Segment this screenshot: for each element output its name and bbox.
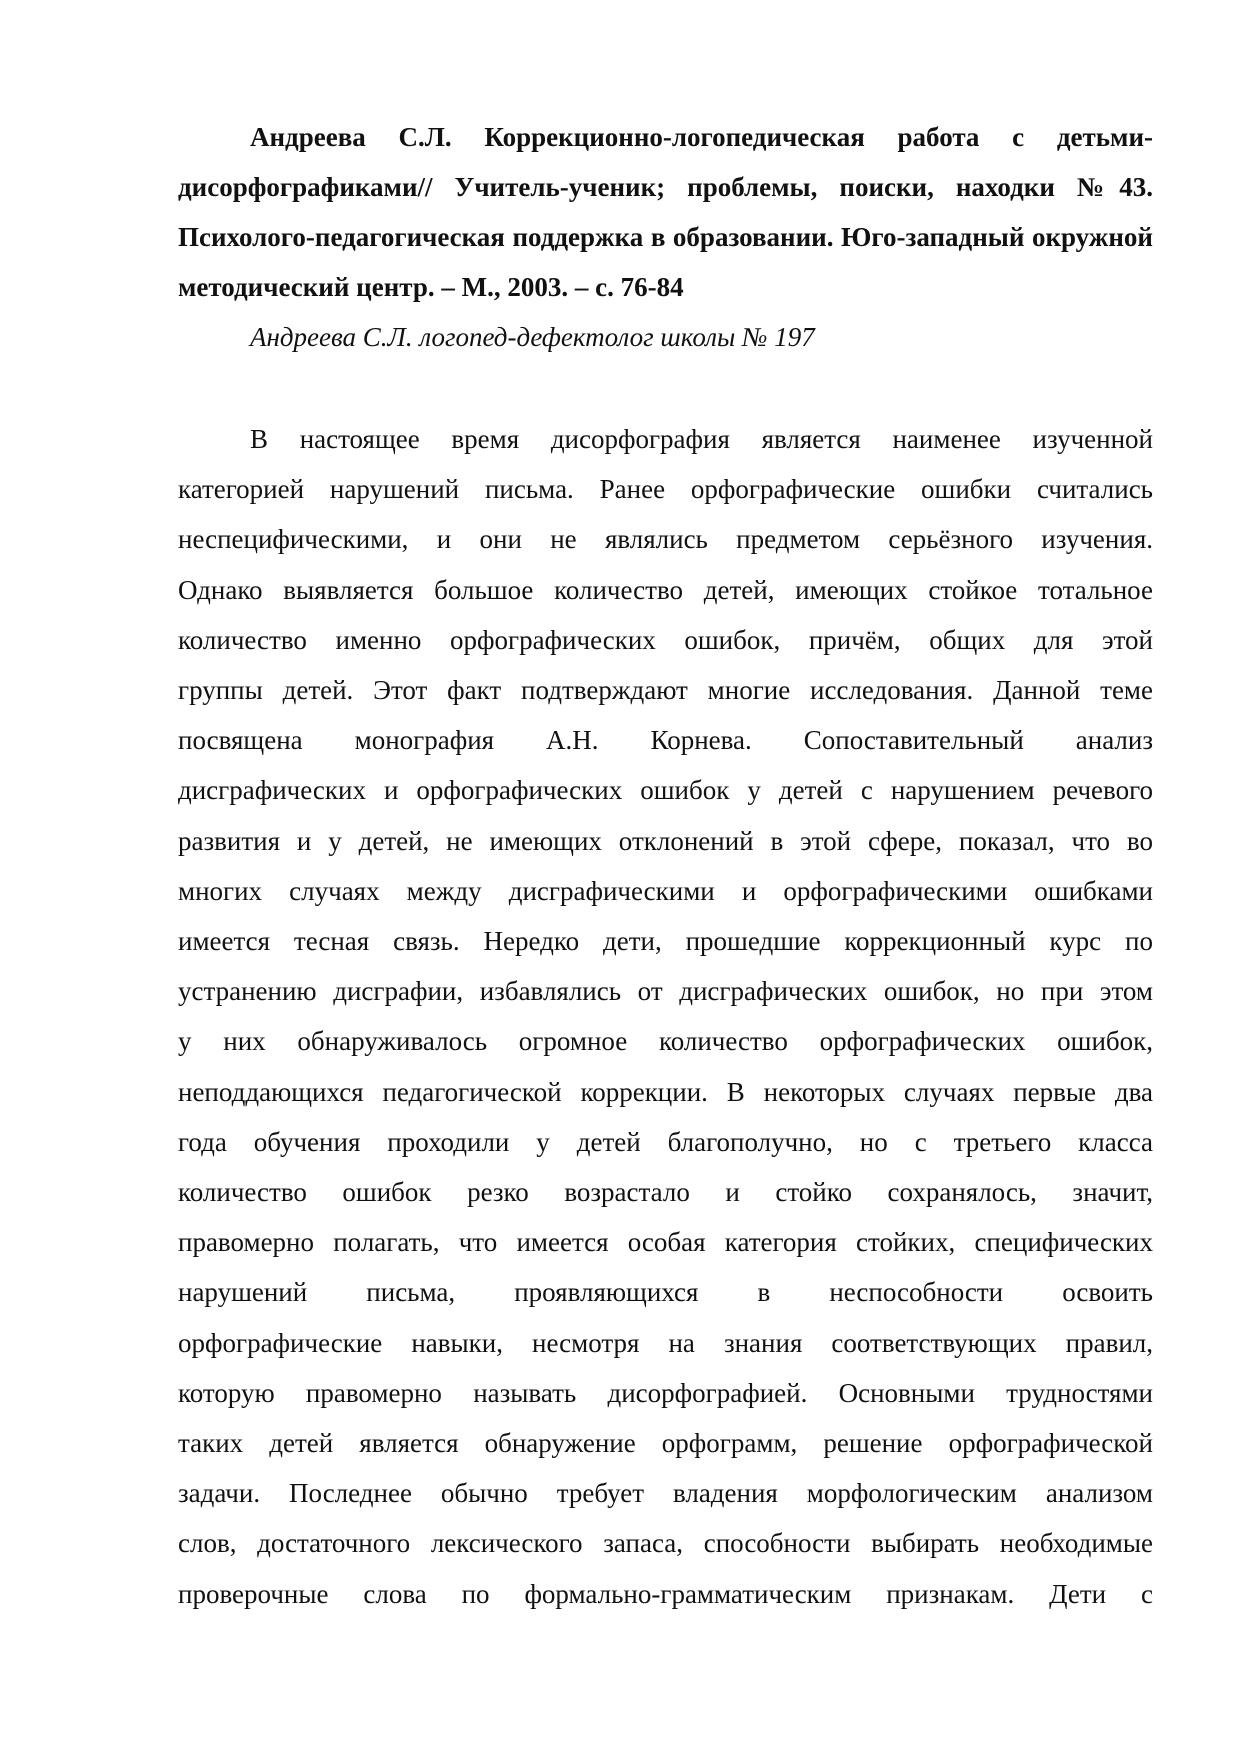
body-line: количество именно орфографических ошибок, причём, общих для этой xyxy=(178,624,1153,655)
body-line: неподдающихся педагогической коррекции. В некоторых случаях первые два xyxy=(178,1076,1153,1107)
citation-heading: Андреева С.Л. Коррекционно-логопедическая работа с детьми-дисорфографиками// Учитель-ученик; проблемы, поиски, находки №43. Психолого-педагогическая поддержка в образовании. Юго-западный окружной методический центр. – М., 2003. – с. 76-84 xyxy=(178,122,1153,302)
body-line: имеется тесная связь. Нередко дети, прошедшие коррекционный курс по xyxy=(178,926,1153,957)
body-line: группы детей. Этот факт подтверждают многие исследования. Данной теме xyxy=(178,675,1153,706)
body-line: года обучения проходили у детей благополучно, но с третьего класса xyxy=(178,1126,1153,1157)
body-line: у них обнаруживалось огромное количество орфографических ошибок, xyxy=(178,1026,1153,1057)
body-line: Однако выявляется большое количество детей, имеющих стойкое тотальное xyxy=(178,574,1153,605)
body-line: неспецифическими, и они не являлись предметом серьёзного изучения. xyxy=(178,524,1153,555)
body-line: посвящена монография А.Н. Корнева. Сопоставительный анализ xyxy=(178,725,1153,756)
body-line: нарушений письма, проявляющихся в неспособности освоить xyxy=(178,1277,1153,1308)
body-line: дисграфических и орфографических ошибок у детей с нарушением речевого xyxy=(178,775,1153,806)
body-line: орфографические навыки, несмотря на знания соответствующих правил, xyxy=(178,1327,1153,1358)
body-line: В настоящее время дисорфография является наименее изученной xyxy=(250,424,1153,454)
body-paragraph xyxy=(178,414,1153,1619)
body-line: многих случаях между дисграфическими и орфографическими ошибками xyxy=(178,875,1153,906)
body-line: слов, достаточного лексического запаса, способности выбирать необходимые xyxy=(178,1528,1153,1559)
body-line: таких детей является обнаружение орфограмм, решение орфографической xyxy=(178,1428,1153,1459)
body-line: правомерно полагать, что имеется особая категория стойких, специфических xyxy=(178,1227,1153,1258)
body-line: количество ошибок резко возрастало и стойко сохранялось, значит, xyxy=(178,1177,1153,1208)
body-line: задачи. Последнее обычно требует владения морфологическим анализом xyxy=(178,1478,1153,1509)
body-line: развития и у детей, не имеющих отклонений в этой сфере, показал, что во xyxy=(178,825,1153,856)
author-line: Андреева С.Л. логопед-дефектолог школы № 197 xyxy=(250,322,815,352)
body-line: категорией нарушений письма. Ранее орфографические ошибки считались xyxy=(178,474,1153,505)
page-content xyxy=(178,112,1153,1619)
body-line: устранению дисграфии, избавлялись от дисграфических ошибок, но при этом xyxy=(178,976,1153,1007)
body-line: проверочные слова по формально-грамматическим признакам. Дети с xyxy=(178,1578,1153,1609)
body-line: которую правомерно называть дисорфографией. Основными трудностями xyxy=(178,1377,1153,1408)
